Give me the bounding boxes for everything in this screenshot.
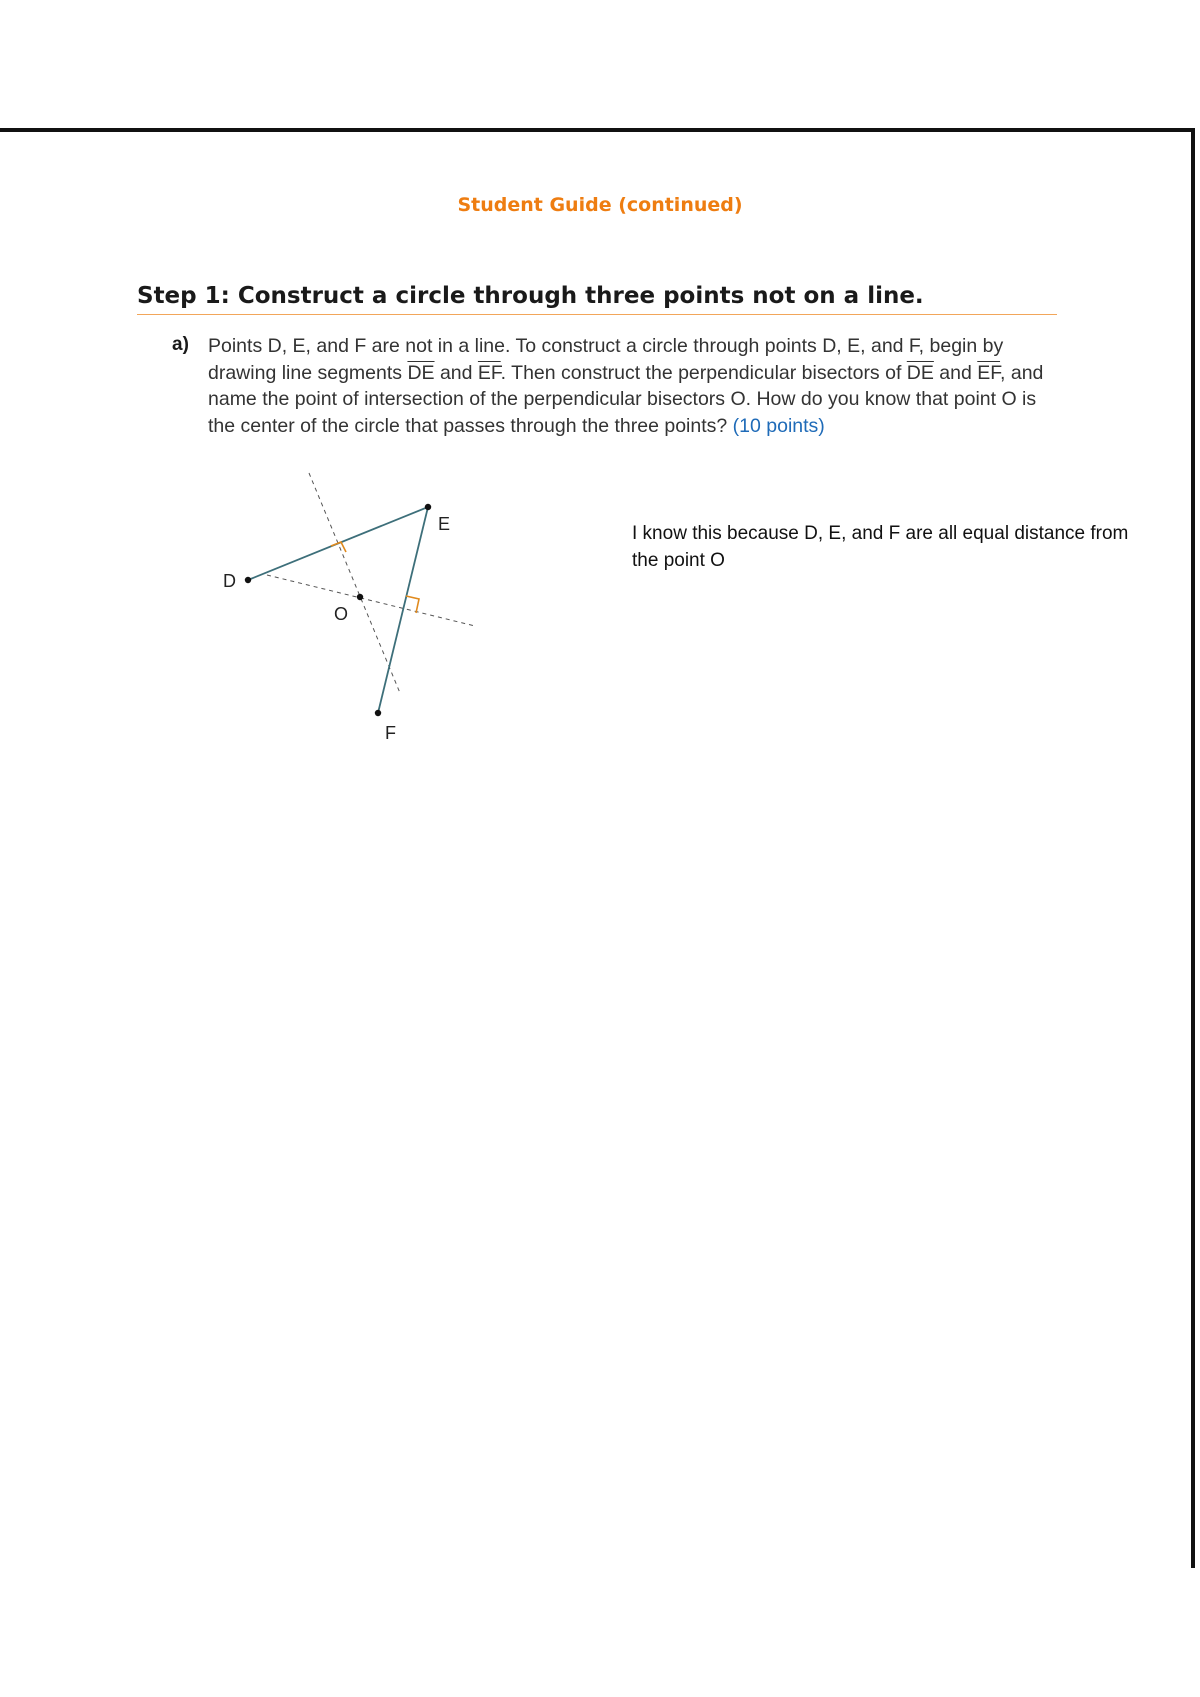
point-e [425,504,431,510]
label-f: F [385,723,396,743]
segment-ef-line [378,507,428,713]
question-text-part: and [434,361,478,384]
segment-ef-label: $\overline{EF}$ [477,361,501,384]
point-f [375,710,381,716]
bisector-ef-line [267,575,475,626]
label-o: O [334,604,349,624]
bisector-de-line [309,473,400,693]
question-letter: a) [172,334,189,355]
geometry-diagram [210,468,490,748]
answer-text: I know this because D, E, and F are all equal distance from the point O [632,523,1129,571]
right-angle-marker-ef [406,596,419,613]
question-text-part: . Then construct the perpendicular bisectors of [500,361,907,384]
points-value: (10 points) [732,414,825,437]
point-o [357,594,363,600]
segment-ef-label: $\overline{EF}$ [977,361,1001,384]
point-d [245,577,251,583]
label-e: E [438,514,451,534]
step-heading: Step 1: Construct a circle through three points not on a line. [137,283,1057,315]
question-text [208,333,1068,439]
guide-header: Student Guide (continued) [457,194,743,216]
question-text-part: , and name the point of intersection of the perpendicular bisectors O. How do you know that point O is the center of the circle that passes through the three points? [208,361,1044,437]
segment-de-label: $\overline{DE}$ [407,361,435,384]
segment-de-label: $\overline{DE}$ [906,361,934,384]
right-angle-marker-de [331,542,346,552]
label-d: D [223,571,236,591]
question-text-part: and [933,361,978,384]
question-text-part: Points D, E, and F are not in a line. To construct a circle through points D, E, and F, begin by drawing line segments [208,335,1004,384]
